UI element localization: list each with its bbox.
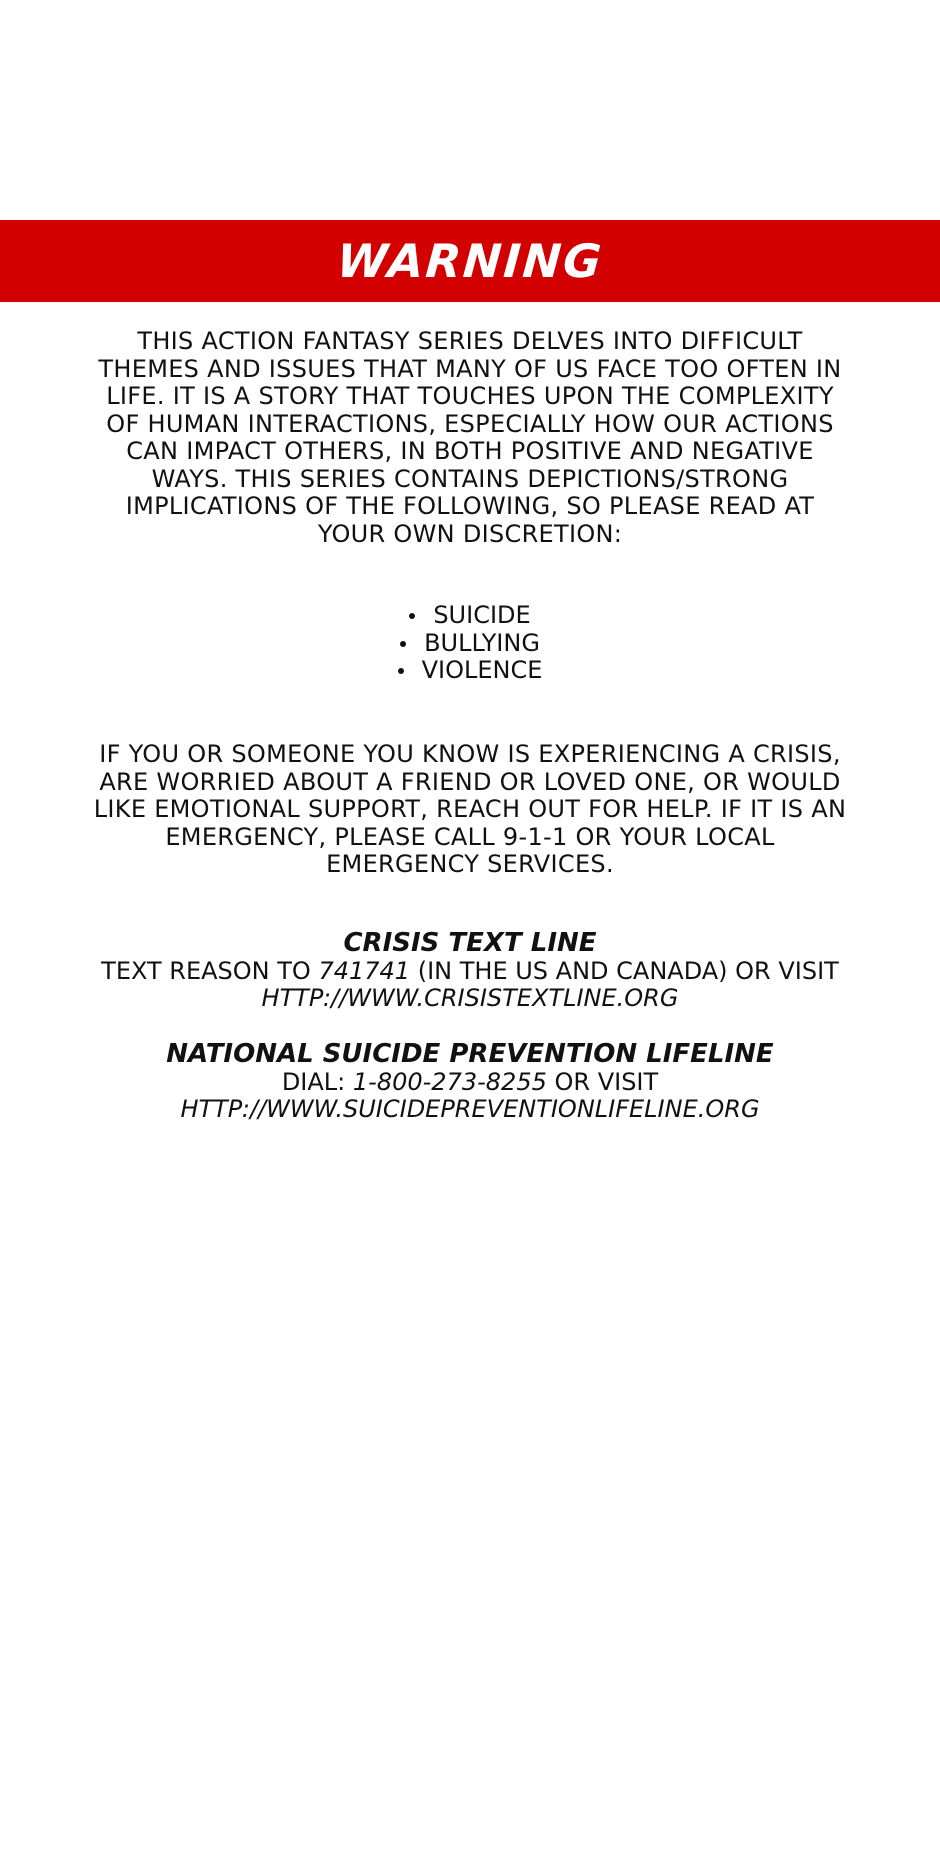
lifeline-dial-label: DIAL: <box>281 1067 346 1096</box>
crisis-text-line-middle: (IN THE US AND CANADA) OR VISIT <box>417 956 839 985</box>
lifeline-or-visit: OR VISIT <box>554 1067 659 1096</box>
warning-item-label: VIOLENCE <box>421 656 543 684</box>
crisis-text-line-link[interactable]: HTTP://WWW.CRISISTEXTLINE.ORG <box>261 984 679 1012</box>
crisis-text-line-title: CRISIS TEXT LINE <box>343 928 597 958</box>
warning-banner <box>0 220 940 302</box>
bullet-icon <box>400 641 406 647</box>
lifeline-title: NATIONAL SUICIDE PREVENTION LIFELINE <box>166 1039 774 1069</box>
warning-title: WARNING <box>335 234 605 288</box>
lifeline-phone[interactable]: 1-800-273-8255 <box>352 1067 547 1096</box>
list-item <box>0 630 940 658</box>
lifeline-dial-line <box>80 1069 860 1097</box>
content-warning-list <box>0 602 940 685</box>
crisis-text-line-prefix: TEXT REASON TO <box>101 956 311 985</box>
intro-paragraph: THIS ACTION FANTASY SERIES DELVES INTO DIFFICULT THEMES AND ISSUES THAT MANY OF US FACE TOO OFTEN IN LIFE. IT IS A STORY THAT TOUCHES UPON THE COMPLEXITY OF HUMAN INTERACTIONS, ESPECIALLY HOW OUR ACTIONS CAN IMPACT OTHERS, IN BOTH POSITIVE AND NEGATIVE WAYS. THIS SERIES CONTAINS DEPICTIONS/STRONG IMPLICATIONS OF THE FOLLOWING, SO PLEASE READ AT YOUR OWN DISCRETION: <box>98 327 842 548</box>
crisis-text-line-block <box>80 930 860 1013</box>
lifeline-block <box>80 1041 860 1124</box>
bullet-icon <box>409 613 415 619</box>
list-item <box>0 602 940 630</box>
crisis-paragraph: IF YOU OR SOMEONE YOU KNOW IS EXPERIENCING A CRISIS, ARE WORRIED ABOUT A FRIEND OR LOVED ONE, OR WOULD LIKE EMOTIONAL SUPPORT, REACH OUT FOR HELP. IF IT IS AN EMERGENCY, PLEASE CALL 9-1-1 OR YOUR LOCAL EMERGENCY SERVICES. <box>93 740 847 878</box>
list-item <box>0 657 940 685</box>
warning-item-label: SUICIDE <box>433 601 531 629</box>
crisis-text-line-details <box>80 958 860 1013</box>
crisis-text-line-number[interactable]: 741741 <box>318 956 411 985</box>
bullet-icon <box>398 668 404 674</box>
lifeline-link[interactable]: HTTP://WWW.SUICIDEPREVENTIONLIFELINE.ORG <box>180 1095 760 1123</box>
warning-item-label: BULLYING <box>424 628 540 657</box>
